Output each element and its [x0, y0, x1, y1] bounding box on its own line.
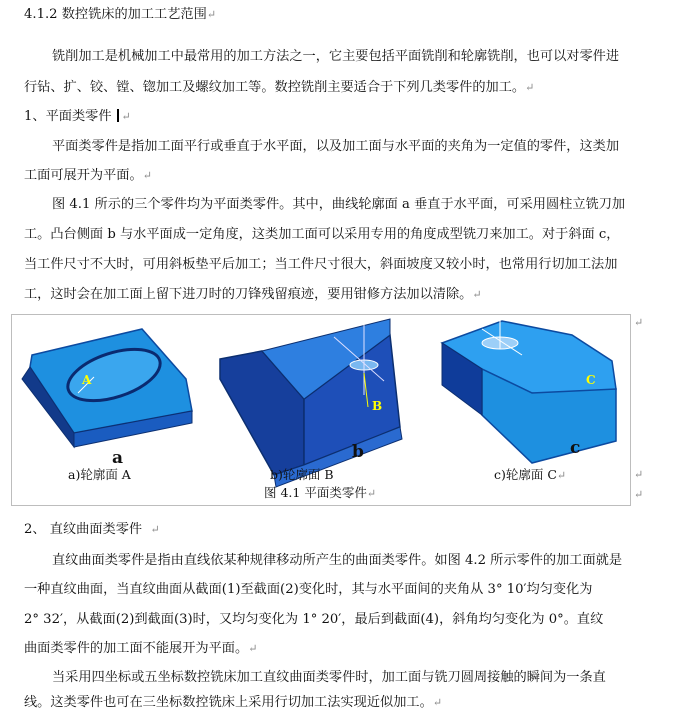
part-letter-b: b — [352, 442, 364, 462]
section-heading: 4.1.2 数控铣床的加工工艺范围↵ — [24, 7, 217, 22]
section2-para1-line-1: 直纹曲面类零件是指由直线依某种规律移动所产生的曲面类零件。如图 4.2 所示零件的加工面就是 — [52, 553, 623, 568]
intro-line-1: 铣削加工是机械加工中最常用的加工方法之一，它主要包括平面铣削和轮廓铣削，也可以对零件进 — [52, 49, 620, 64]
part-letter-c: c — [570, 438, 581, 458]
figure-para-mark-bottom: ↵ — [634, 488, 644, 501]
caption-a: a)轮廓面 A — [68, 467, 131, 482]
section2-title: 2、 直纹曲面类零件 ↵ — [24, 522, 160, 537]
face-label-c: C — [586, 373, 596, 387]
text-cursor — [117, 109, 119, 122]
part-a-drawing — [22, 329, 192, 447]
section1-para2-line-4: 工，这时会在加工面上留下进刀时的刀锋残留痕迹，要用钳修方法加以清除。↵ — [24, 287, 482, 302]
caption-c: c)轮廓面 C↵ — [494, 467, 567, 482]
section2-para2-line-1: 当采用四坐标或五坐标数控铣床加工直纹曲面类零件时，加工面与铣刀圆周接触的瞬间为一条直 — [52, 670, 606, 685]
section1-para2-line-2: 工。凸台侧面 b 与水平面成一定角度，这类加工面可以采用专用的角度成型铣刀来加工。对于斜面 c， — [24, 227, 620, 242]
section2-para1-line-2: 一种直纹曲面，当直纹曲面从截面(1)至截面(2)变化时，其与水平面间的夹角从 3° 10′均匀变化为 — [24, 582, 593, 597]
figure-para-mark-top: ↵ — [634, 316, 644, 329]
section1-title: 1、平面类零件 ↵ — [24, 109, 131, 124]
section1-para1-line-2: 工面可展开为平面。↵ — [24, 168, 152, 183]
section2-para2-line-2: 线。这类零件也可在三坐标数控铣床上采用行切加工法实现近似加工。↵ — [24, 695, 443, 710]
section2-para1-line-4: 曲面类零件的加工面不能展开为平面。↵ — [24, 641, 258, 656]
caption-b: b)轮廓面 B — [270, 467, 334, 482]
part-c-drawing — [442, 319, 616, 463]
section1-para2-line-3: 当工件尺寸不大时，可用斜板垫平后加工；当工件尺寸很大，斜面坡度又较小时，也常用行切加工法加 — [24, 257, 618, 272]
figure-title: 图 4.1 平面类零件↵ — [264, 485, 377, 500]
intro-line-2: 行钻、扩、铰、镗、锪加工及螺纹加工等。数控铣削主要适合于下列几类零件的加工。↵ — [24, 80, 535, 95]
section2-para1-line-3: 2° 32′，从截面(2)到截面(3)时，又均匀变化为 1° 20′，最后到截面(4)，斜角均匀变化为 0°。直纹 — [24, 612, 604, 627]
part-letter-a: a — [112, 448, 124, 468]
face-label-a: A — [82, 373, 92, 387]
section1-para2-line-1: 图 4.1 所示的三个零件均为平面类零件。其中，曲线轮廓面 a 垂直于水平面，可采用圆柱立铣刀加 — [52, 197, 626, 212]
section1-para1-line-1: 平面类零件是指加工面平行或垂直于水平面，以及加工面与水平面的夹角为一定值的零件，这类加 — [52, 139, 620, 154]
face-label-b: B — [372, 399, 383, 413]
figure-4-1 — [11, 314, 631, 506]
figure-para-mark-mid: ↵ — [634, 468, 644, 481]
